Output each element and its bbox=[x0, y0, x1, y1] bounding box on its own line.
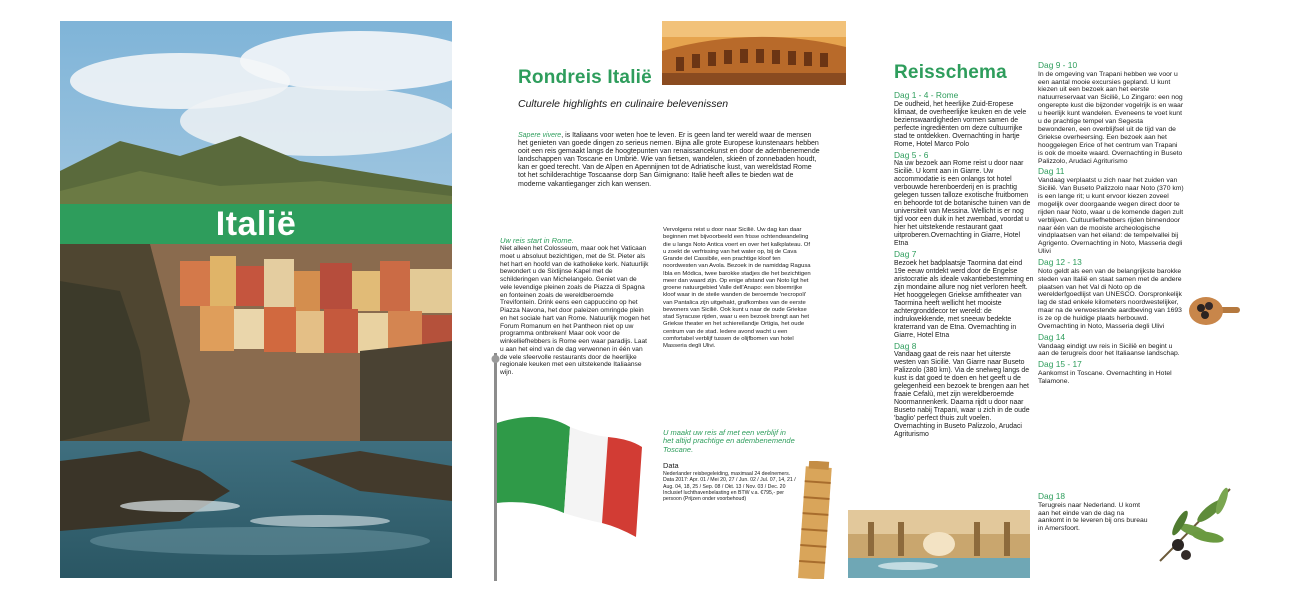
intro-text: , is Italiaans voor weten hoe te leven. Er is geen land ter wereld waar de mensen het genieten van goede dingen zo serieus nemen. Bijna alle grote Europese kunstenaars hebben ooit een reis gemaakt langs de hoogtepunten van renaissancekunst en door de adembenemende landschappen van Toscane en Umbrië. Wie van fietsen, wandelen, skieën of zonnebaden houdt, kan er goed terecht. Van de Alpen en Apennijnen tot de Adriatische kust, van wereldstad Rome tot het schilderachtige Toscaanse dorp San Gimignano: Italië heeft alles te bieden wat de moderne vakantieganger zich kan wensen. bbox=[518, 132, 820, 188]
day-label: Dag 8 bbox=[894, 340, 917, 351]
intro-page bbox=[490, 21, 860, 578]
col1-text: Niet alleen het Colosseum, maar ook het Vaticaan moet u absoluut bezichtigen, met de St. Pieter als het hart en hoofd van de katholieke kerk. Natuurlijk bewondert u de Sixtijnse Kapel met de schilderingen van Michelangelo. Geniet van de vele levendige pleinen zoals de Piazza di Spagna en fonteinen zoals de wereldberoemde Trevifontein. Drink eens een cappuccino op het Piazza Navona, het door paleizen omringde plein en het sociale hart van Rome. Natuurlijk mogen het Forum Romanum en het Pantheon niet op uw programma ontbreken! Maar ook voor de winkelliefhebbers is Rome een waar paradijs. Laat u aan het eind van de dag verwennen in één van de vele sfeervolle restaurants door de heerlijke regionale keuken met een uitstekende Italiaanse wijn. bbox=[500, 245, 650, 376]
cover-title: Italië bbox=[215, 204, 297, 243]
schedule-col-b-end bbox=[1038, 490, 1148, 533]
day-text: Aankomst in Toscane. Overnachting in Hotel Talamone. bbox=[1038, 369, 1172, 385]
cover-page bbox=[60, 21, 452, 578]
day-label: Dag 18 bbox=[1038, 491, 1066, 501]
schedule-col-a bbox=[894, 89, 1034, 439]
pisa-tower-image bbox=[790, 461, 840, 579]
col2-text: Vervolgens reist u door naar Sicilië. Uw dag kan daar beginnen met bijvoorbeeld een frisse ochtendwandeling die u langs Noto Antica voert en over het kalkplateau. Of u zoekt de verfrissing van het water op, bij de Cava Grande del Cassibile, een prachtige kloof ten noordwesten van Avola. Bezoek in de namiddag Ragusa Ibla en Módica, twee barokke stadjes die het bezichtigen meer dan waard zijn. Op enige afstand van Noto ligt het groene natuurgebied Valle dell'Anapo: een bloemrijke kloof waar in de steile wanden de beroemde 'necropoli' van Pantalica zijn uitgehakt, grafkombes van de eerste bewoners van Sicilië. Ook kunt u naar de oude Griekse stad Syracuse rijden, waar u een bezoek brengt aan het Griekse theater en het schiereilandje Ortigia, het oude centrum van de stad. Iedere avond wacht u een comfortabel verblijf tussen de olijfbomen van hotel Masseria degli Ulivi. bbox=[663, 227, 811, 349]
day-text: Vandaag eindigt uw reis in Sicilië en begint u aan de terugreis door het Italiaanse landschap. bbox=[1038, 342, 1180, 358]
olive-spoon-image bbox=[1188, 291, 1240, 333]
day-label: Dag 9 - 10 bbox=[1038, 60, 1078, 70]
day-text: Noto geldt als een van de belangrijkste barokke steden van Italië en staat samen met de andere plaatsen van het Val di Noto op de werelderfgoedlijst van UNESCO. Oorspronkelijk lag de stad enkele kilometers noordwestelijker, maar na de verwoestende aardbeving van 1693 is ze op de huidige plaats herbouwd. Overnachting in Noto, Masseria degli Ulivi bbox=[1038, 267, 1182, 331]
cover-title-band bbox=[60, 204, 452, 244]
day-text: Na uw bezoek aan Rome reist u door naar Sicilië. U komt aan in Giarre. Uw accommodatie is een onlangs tot hotel verbouwde herenboerderij en is prachtig gelegen tussen talloze exotische fruitbomen en behoorde tot de botanische tuinen van de universiteit van Messina. Wellicht is er nog tijd voor een duik in het zwembad, voordat u hier het uitstekende restaurant gaat uitproberen.Overnachting in Giarre, Hotel Etna bbox=[894, 160, 1031, 248]
day-text: In de omgeving van Trapani hebben we voor u een aantal mooie excursies gepland. U kunt kiezen uit een bezoek aan het eerste natuurreservaat van Sicilië, Lo Zingaro: een nog ongerepte kust die bijzonder vogelrijk is en waar u heerlijk kunt wandelen. Eveneens te voet kunt u de prachtige tempel van Segesta bewonderen, een overblijfsel uit de tijd van de Griekse overheersing. Een bezoek aan het hooggelegen Erice of het centrum van Trapani is ook de moeite waard. Overnachting in Buseto Palizzolo, Arudaci Agriturismo bbox=[1038, 70, 1184, 165]
intro-title: Rondreis Italië bbox=[518, 67, 652, 88]
data-heading: Data bbox=[663, 461, 679, 470]
intro-subtitle: Culturele highlights en culinaire belevenissen bbox=[518, 98, 729, 110]
schedule-page bbox=[870, 21, 1250, 578]
schedule-col-b bbox=[1038, 59, 1184, 386]
day-label: Dag 15 - 17 bbox=[1038, 359, 1082, 370]
day-text: Terugreis naar Nederland. U komt aan het einde van de dag na aankomt in te leveren bij ons bureau in Amersfoort. bbox=[1038, 501, 1148, 533]
day-text: Bezoek het badplaatsje Taormina dat eind 19e eeuw ontdekt werd door de Engelse aristocratie als ideale vakantiebestemming en zijn mondaine allure nog niet verloren heeft. Het hooggelegen Griekse amfitheater van Taormina heeft wellicht het mooiste achtergronddecor ter wereld: de indrukwekkende, met sneeuw bedekte kraterrand van de Etna. Overnachting in Giarre, Hotel Etna bbox=[894, 259, 1034, 339]
col2-tagline: U maakt uw reis af met een verblijf in het altijd prachtige en adembenemende Toscane. bbox=[663, 428, 795, 454]
intro-lead: Sapere vivere bbox=[518, 132, 562, 139]
intro-paragraph bbox=[518, 132, 820, 189]
colosseum-photo bbox=[662, 21, 846, 85]
day-label: Dag 11 bbox=[1038, 166, 1065, 177]
day-label: Dag 12 - 13 bbox=[1038, 257, 1082, 268]
schedule-title: Reisschema bbox=[894, 62, 1007, 83]
day-text: Vandaag verplaatst u zich naar het zuiden van Sicilië. Van Buseto Palizzolo naar Noto (370 km) is een lange rit; u kunt ervoor kiezen zoveel mogelijk over doorgaande wegen direct door te rijden naar Noto, waar u de komende dagen zult verblijven. Cultuurliefhebbers rijden binnendoor naar één van de mooiste archeologische vindplaatsen van het eiland: de tempelvallei bij Agrigento. Overnachting in Noto, Masseria degli Ulivi bbox=[1038, 177, 1184, 256]
day-label: Dag 14 bbox=[1038, 331, 1066, 342]
day-text: De oudheid, het heerlijke Zuid-Eropese klimaat, de overheerlijke keuken en de vele bezienswaardigheden vormen samen de perfecte ingrediënten om deze cultuurrijke stad te ontdekken. Overnachting in hartje Rome, Hotel Marco Polo bbox=[894, 100, 1027, 148]
italian-flag-image bbox=[490, 353, 650, 581]
data-text: Nederlander reisbegeleiding, maximaal 24 deelnemers. Data 2017: Apr. 01 / Mei 20, 27 / Jun. 02 / Jul. 07, 14, 21 / Aug. 04, 18, 25 / Sep. 08 / Okt. 13 / Nov. 03 / Dec. 20 Inclusief luchthavenbelasting en BTW v.a. €795,- per persoon (Prijzen onder voorbehoud) bbox=[663, 471, 796, 503]
cover-photo bbox=[60, 21, 452, 578]
day-label: Dag 5 - 6 bbox=[894, 149, 929, 160]
day-label: Dag 7 bbox=[894, 249, 917, 260]
day-text: Vandaag gaat de reis naar het uiterste westen van Sicilië. Van Giarre naar Buseto Palizzolo (380 km). Via de snelweg langs de kust is dat goed te doen en het geeft u de gelegenheid een bezoek te brengen aan het fraaie Cefalù, met zijn wereldberoemde Noormannenkerk. Daarna rijdt u door naar Buseto nabij Trapani, waar u zich in de oude 'baglio' perfect thuis zult voelen. Overnachting in Buseto Palizzolo, Arudaci Agriturismo bbox=[894, 351, 1030, 439]
day-label: Dag 1 - 4 - Rome bbox=[894, 90, 959, 100]
col1-heading: Uw reis start in Rome. bbox=[500, 236, 574, 245]
trevi-fountain-photo bbox=[848, 510, 1030, 578]
olive-branch-image bbox=[1150, 481, 1240, 565]
